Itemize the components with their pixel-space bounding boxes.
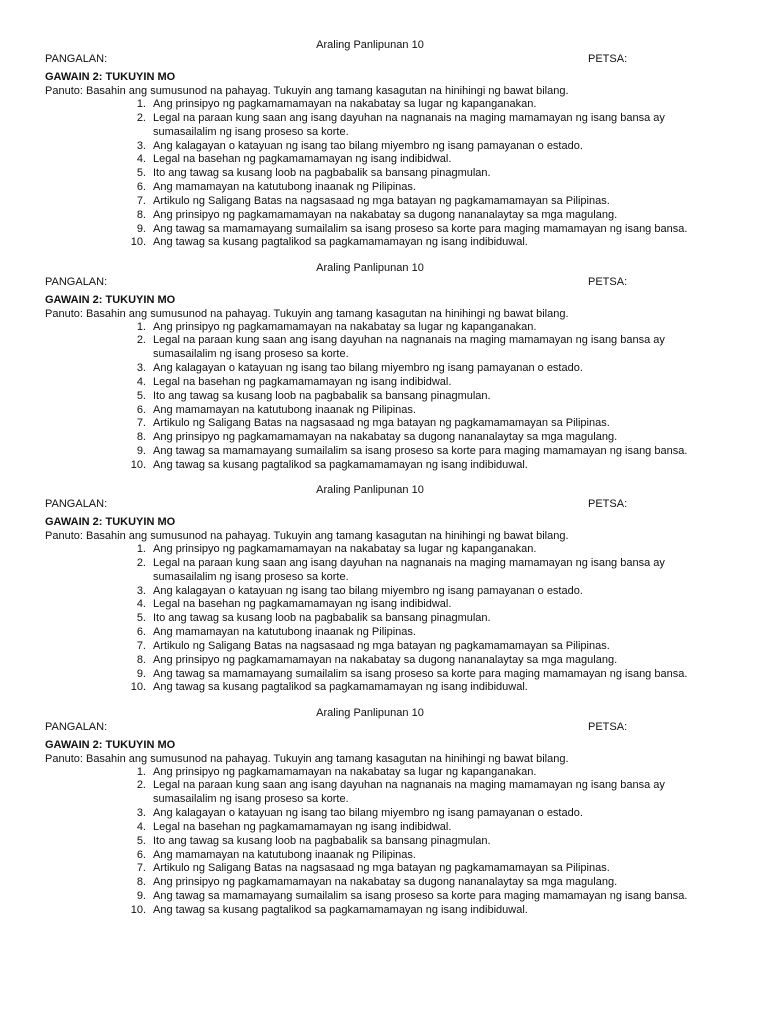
activity-heading: GAWAIN 2: TUKUYIN MO <box>45 738 176 751</box>
question-item <box>0 334 713 362</box>
question-number: 9. <box>136 445 146 458</box>
question-text: Ang prinsipyo ng pagkamamamayan na nakabatay sa dugong nananalaytay sa mga magulang. <box>153 208 618 221</box>
petsa-label: PETSA: <box>588 498 628 510</box>
question-text: Ang tawag sa mamamayang sumailalim sa isang proseso sa korte para maging mamamayan ng isang bansa. <box>153 890 688 903</box>
question-item <box>0 181 713 195</box>
question-item <box>0 598 713 612</box>
petsa-label: PETSA: <box>588 720 628 733</box>
question-text: Ang kalagayan o katayuan ng isang tao bilang miyembro ng isang pamayanan o estado. <box>153 362 583 375</box>
question-number: 1. <box>136 98 146 110</box>
question-text: Ang prinsipyo ng pagkamamamayan na nakabatay sa dugong nananalaytay sa mga magulang. <box>153 876 618 889</box>
question-number: 9. <box>136 667 146 680</box>
question-number: 7. <box>136 417 146 430</box>
question-item <box>0 223 713 237</box>
question-text: Ang prinsipyo ng pagkamamamayan na nakabatay sa dugong nananalaytay sa mga magulang. <box>153 431 618 444</box>
worksheet-section <box>0 259 768 482</box>
question-text: Artikulo ng Saligang Batas na nagsasaad ng mga batayan ng pagkamamamayan sa Pilipinas. <box>153 862 610 875</box>
question-number: 10. <box>130 903 146 916</box>
question-number: 3. <box>136 584 146 597</box>
question-number: 4. <box>136 153 146 166</box>
question-item <box>0 766 713 780</box>
question-item <box>0 779 713 807</box>
question-item <box>0 668 713 682</box>
question-item <box>0 236 713 250</box>
question-item <box>0 209 713 223</box>
question-text: Legal na basehan ng pagkamamamayan ng isang indibidwal. <box>153 820 452 833</box>
question-text: Legal na basehan ng pagkamamamayan ng isang indibidwal. <box>153 153 452 166</box>
question-text: Ang tawag sa mamamayang sumailalim sa isang proseso sa korte para maging mamamayan ng isang bansa. <box>153 445 688 458</box>
question-number: 10. <box>130 458 146 471</box>
question-text: Ang kalagayan o katayuan ng isang tao bilang miyembro ng isang pamayanan o estado. <box>153 584 583 597</box>
activity-heading: GAWAIN 2: TUKUYIN MO <box>45 71 176 83</box>
question-text: Ang tawag sa mamamayang sumailalim sa isang proseso sa korte para maging mamamayan ng isang bansa. <box>153 667 688 680</box>
question-text: Ang mamamayan na katutubong inaanak ng Pilipinas. <box>153 626 416 639</box>
question-item <box>0 362 713 376</box>
question-item <box>0 626 713 640</box>
question-number: 9. <box>136 890 146 903</box>
question-text: Ito ang tawag sa kusang loob na pagbabalik sa bansang pinagmulan. <box>153 612 491 625</box>
question-text: Ang tawag sa kusang pagtalikod sa pagkamamamayan ng isang indibiduwal. <box>153 903 528 916</box>
question-text: Ang mamamayan na katutubong inaanak ng Pilipinas. <box>153 848 416 861</box>
question-text: Legal na paraan kung saan ang isang dayuhan na nagnanais na maging mamamayan ng isang bansa ay sumasailalim ng isang proseso sa korte. <box>153 556 665 583</box>
question-text: Ang kalagayan o katayuan ng isang tao bilang miyembro ng isang pamayanan o estado. <box>153 139 583 152</box>
question-item <box>0 390 713 404</box>
question-text: Ito ang tawag sa kusang loob na pagbabalik sa bansang pinagmulan. <box>153 167 491 180</box>
question-item <box>0 195 713 209</box>
question-number: 9. <box>136 222 146 235</box>
question-number: 2. <box>136 556 146 569</box>
question-number: 8. <box>136 431 146 444</box>
question-text: Ang tawag sa kusang pagtalikod sa pagkamamamayan ng isang indibiduwal. <box>153 236 528 249</box>
question-number: 3. <box>136 139 146 152</box>
worksheet-section <box>0 36 768 259</box>
question-item <box>0 404 713 418</box>
question-item <box>0 431 713 445</box>
question-list <box>0 98 713 250</box>
question-number: 3. <box>136 362 146 375</box>
question-item <box>0 417 713 431</box>
question-item <box>0 890 713 904</box>
question-text: Ang prinsipyo ng pagkamamamayan na nakabatay sa lugar ng kapanganakan. <box>153 320 537 333</box>
question-number: 8. <box>136 653 146 666</box>
question-number: 3. <box>136 807 146 820</box>
question-text: Ang kalagayan o katayuan ng isang tao bilang miyembro ng isang pamayanan o estado. <box>153 807 583 820</box>
worksheet-section <box>0 704 768 927</box>
question-number: 6. <box>136 848 146 861</box>
question-number: 7. <box>136 862 146 875</box>
question-item <box>0 321 713 335</box>
question-list <box>0 543 713 695</box>
question-number: 2. <box>136 779 146 792</box>
question-text: Artikulo ng Saligang Batas na nagsasaad ng mga batayan ng pagkamamamayan sa Pilipinas. <box>153 639 610 652</box>
question-text: Legal na basehan ng pagkamamamayan ng isang indibidwal. <box>153 375 452 388</box>
question-number: 4. <box>136 820 146 833</box>
subject-title: Araling Panlipunan 10 <box>316 261 424 274</box>
question-number: 10. <box>130 236 146 249</box>
question-number: 4. <box>136 598 146 611</box>
question-list <box>0 321 713 473</box>
question-list <box>0 766 713 918</box>
question-text: Ang mamamayan na katutubong inaanak ng Pilipinas. <box>153 403 416 416</box>
question-text: Ang prinsipyo ng pagkamamamayan na nakabatay sa lugar ng kapanganakan. <box>153 543 537 555</box>
question-number: 5. <box>136 612 146 625</box>
question-text: Artikulo ng Saligang Batas na nagsasaad ng mga batayan ng pagkamamamayan sa Pilipinas. <box>153 194 610 207</box>
instructions: Panuto: Basahin ang sumusunod na pahayag. Tukuyin ang tamang kasagutan na hinihingi ng bawat bilang. <box>45 85 569 97</box>
question-number: 2. <box>136 334 146 347</box>
question-number: 8. <box>136 876 146 889</box>
instructions: Panuto: Basahin ang sumusunod na pahayag. Tukuyin ang tamang kasagutan na hinihingi ng bawat bilang. <box>45 307 569 320</box>
subject-title: Araling Panlipunan 10 <box>316 706 424 719</box>
question-text: Ang prinsipyo ng pagkamamamayan na nakabatay sa lugar ng kapanganakan. <box>153 98 537 110</box>
question-text: Legal na paraan kung saan ang isang dayuhan na nagnanais na maging mamamayan ng isang bansa ay sumasailalim ng isang proseso sa korte. <box>153 334 665 361</box>
question-item <box>0 445 713 459</box>
question-number: 5. <box>136 389 146 402</box>
question-number: 1. <box>136 320 146 333</box>
question-item <box>0 681 713 695</box>
question-item <box>0 98 713 112</box>
question-text: Ang tawag sa kusang pagtalikod sa pagkamamamayan ng isang indibiduwal. <box>153 458 528 471</box>
question-item <box>0 640 713 654</box>
question-text: Artikulo ng Saligang Batas na nagsasaad ng mga batayan ng pagkamamamayan sa Pilipinas. <box>153 417 610 430</box>
question-text: Ang mamamayan na katutubong inaanak ng Pilipinas. <box>153 181 416 194</box>
subject-title: Araling Panlipunan 10 <box>316 39 424 51</box>
question-text: Legal na basehan ng pagkamamamayan ng isang indibidwal. <box>153 598 452 611</box>
question-item <box>0 167 713 181</box>
question-text: Ito ang tawag sa kusang loob na pagbabalik sa bansang pinagmulan. <box>153 389 491 402</box>
question-number: 5. <box>136 167 146 180</box>
question-text: Ito ang tawag sa kusang loob na pagbabalik sa bansang pinagmulan. <box>153 834 491 847</box>
instructions: Panuto: Basahin ang sumusunod na pahayag. Tukuyin ang tamang kasagutan na hinihingi ng bawat bilang. <box>45 752 569 765</box>
petsa-label: PETSA: <box>588 275 628 288</box>
question-item <box>0 849 713 863</box>
question-number: 6. <box>136 181 146 194</box>
question-item <box>0 153 713 167</box>
question-text: Legal na paraan kung saan ang isang dayuhan na nagnanais na maging mamamayan ng isang bansa ay sumasailalim ng isang proseso sa korte. <box>153 779 665 806</box>
pangalan-label: PANGALAN: <box>45 498 108 510</box>
question-text: Ang tawag sa kusang pagtalikod sa pagkamamamayan ng isang indibiduwal. <box>153 681 528 694</box>
question-number: 1. <box>136 543 146 555</box>
question-item <box>0 904 713 918</box>
question-number: 2. <box>136 111 146 124</box>
question-item <box>0 876 713 890</box>
question-item <box>0 459 713 473</box>
question-item <box>0 835 713 849</box>
question-item <box>0 140 713 154</box>
question-item <box>0 112 713 140</box>
question-text: Legal na paraan kung saan ang isang dayuhan na nagnanais na maging mamamayan ng isang bansa ay sumasailalim ng isang proseso sa korte. <box>153 111 665 138</box>
question-number: 6. <box>136 626 146 639</box>
question-item <box>0 821 713 835</box>
question-number: 10. <box>130 681 146 694</box>
question-number: 1. <box>136 765 146 778</box>
instructions: Panuto: Basahin ang sumusunod na pahayag. Tukuyin ang tamang kasagutan na hinihingi ng bawat bilang. <box>45 530 569 542</box>
petsa-label: PETSA: <box>588 53 628 65</box>
question-number: 5. <box>136 834 146 847</box>
question-number: 7. <box>136 194 146 207</box>
question-text: Ang tawag sa mamamayang sumailalim sa isang proseso sa korte para maging mamamayan ng isang bansa. <box>153 222 688 235</box>
question-number: 4. <box>136 375 146 388</box>
question-item <box>0 654 713 668</box>
question-item <box>0 862 713 876</box>
question-number: 6. <box>136 403 146 416</box>
question-number: 7. <box>136 639 146 652</box>
question-text: Ang prinsipyo ng pagkamamamayan na nakabatay sa lugar ng kapanganakan. <box>153 765 537 778</box>
worksheet-section <box>0 481 768 704</box>
question-text: Ang prinsipyo ng pagkamamamayan na nakabatay sa dugong nananalaytay sa mga magulang. <box>153 653 618 666</box>
subject-title: Araling Panlipunan 10 <box>316 484 424 496</box>
pangalan-label: PANGALAN: <box>45 53 108 65</box>
worksheet-page <box>0 36 768 926</box>
question-item <box>0 807 713 821</box>
pangalan-label: PANGALAN: <box>45 720 108 733</box>
activity-heading: GAWAIN 2: TUKUYIN MO <box>45 293 176 306</box>
question-item <box>0 585 713 599</box>
question-number: 8. <box>136 208 146 221</box>
question-item <box>0 376 713 390</box>
activity-heading: GAWAIN 2: TUKUYIN MO <box>45 516 176 528</box>
question-item <box>0 612 713 626</box>
question-item <box>0 557 713 585</box>
question-item <box>0 543 713 557</box>
pangalan-label: PANGALAN: <box>45 275 108 288</box>
